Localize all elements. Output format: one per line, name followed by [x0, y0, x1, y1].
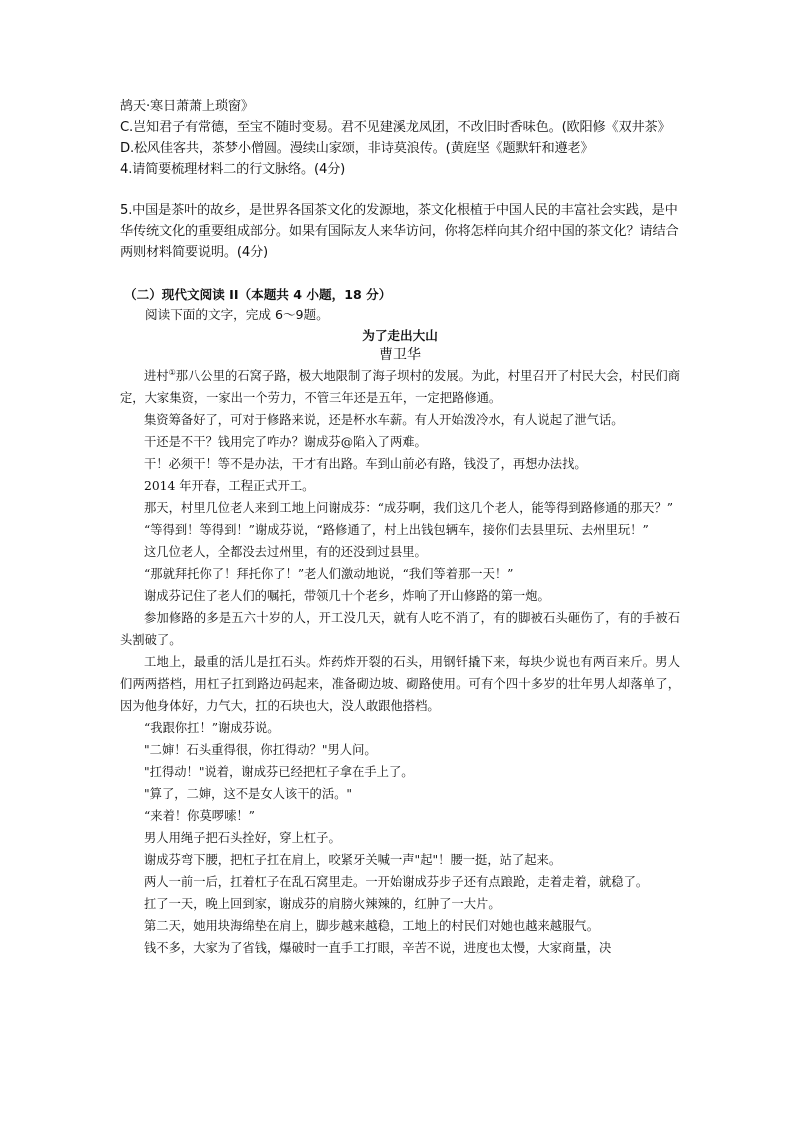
footnote-marker: ① — [168, 367, 176, 377]
article-paragraph: "算了，二婶，这不是女人该干的活。" — [144, 787, 353, 801]
article-title: 为了走出大山 — [362, 328, 438, 343]
article-paragraph: 工地上，最重的活儿是扛石头。炸药炸开裂的石头，用钢钎撬下来，每块少说也有两百来斤。男人们两两搭档，用杠子扛到路边码起来，准备砌边坡、砌路使用。可有个四十多岁的壮年男人却落单了，因为他身体好，力气大，扛的石块也大，没人敢跟他搭档。 — [120, 655, 680, 713]
article-paragraph: "扛得动！"说着，谢成芬已经把杠子拿在手上了。 — [144, 765, 414, 779]
article-body — [120, 365, 680, 959]
article-paragraph: 干还是不干？钱用完了咋办？谢成芬@陷入了两难。 — [144, 435, 427, 449]
article-paragraph: 集资筹备好了，可对于修路来说，还是杯水车薪。有人开始泼冷水，有人说起了泄气话。 — [144, 413, 624, 427]
question-5-block — [120, 200, 680, 263]
option-d: D.松风佳客共，茶梦小僧圆。漫续山家颂，非诗莫浪传。(黄庭坚《题默轩和遵老》 — [120, 141, 594, 156]
article-paragraph: 第二天，她用块海绵垫在肩上，脚步越来越稳，工地上的村民们对她也越来越服气。 — [144, 919, 599, 933]
article-paragraph: 两人一前一后，扛着杠子在乱石窝里走。一开始谢成芬步子还有点踉跄，走着走着，就稳了。 — [144, 875, 649, 889]
article-paragraph: “那就拜托你了！拜托你了！”老人们激动地说，“我们等着那一天！” — [144, 567, 514, 581]
article-paragraph-1 — [120, 365, 680, 409]
section-heading: （二）现代文阅读 II（本题共 4 小题，18 分） — [124, 287, 392, 302]
article-paragraph: 谢成芬弯下腰，把杠子扛在肩上，咬紧牙关喊一声"起"！腰一挺，站了起来。 — [144, 853, 562, 867]
answer-options — [120, 96, 680, 180]
article-paragraph: 参加修路的多是五六十岁的人，开工没几天，就有人吃不消了，有的脚被石头砸伤了，有的手被石头割破了。 — [120, 611, 680, 647]
article-paragraph: "二婶！石头重得很，你扛得动？"男人问。 — [144, 743, 377, 757]
article-paragraph: 男人用绳子把石头拴好，穿上杠子。 — [144, 831, 341, 845]
article-paragraph: 2014 年开春，工程正式开工。 — [144, 479, 315, 493]
question-5: 5.中国是茶叶的故乡，是世界各国茶文化的发源地，茶文化根植于中国人民的丰富社会实践，是中华传统文化的重要组成部分。如果有国际友人来华访问，你将怎样向其介绍中国的茶文化？请结合两则材料简要说明。(4分) — [120, 203, 679, 260]
article-paragraph: 干！必须干！等不是办法，干才有出路。车到山前必有路，钱没了，再想办法找。 — [144, 457, 587, 471]
document-page — [120, 96, 680, 959]
article-paragraph: 这几位老人，全都没去过州里，有的还没到过县里。 — [144, 545, 427, 559]
article-paragraph: 钱不多，大家为了省钱，爆破时一直手工打眼，辛苦不说，进度也太慢，大家商量，决 — [144, 941, 612, 955]
p1-pre: 进村 — [144, 369, 169, 383]
question-4: 4.请简要梳理材料二的行文脉络。(4分) — [120, 162, 346, 177]
article-paragraph: 那天，村里几位老人来到工地上问谢成芬：“成芬啊，我们这几个老人，能等得到路修通的那天？” — [144, 501, 674, 515]
option-b-tail: 鸪天·寒日萧萧上琐窗》 — [120, 99, 254, 114]
article-author: 曹卫华 — [379, 347, 421, 363]
option-c: C.岂知君子有常德，至宝不随时变易。君不见建溪龙凤团，不改旧时香味色。(欧阳修《双井茶》 — [120, 120, 671, 135]
p1-post: 那八公里的石窝子路，极大地限制了海子坝村的发展。为此，村里召开了村民大会，村民们商定，大家集资，一家出一个劳力，不管三年还是五年，一定把路修通。 — [120, 369, 680, 405]
article-paragraph: “我跟你扛！”谢成芬说。 — [144, 721, 280, 735]
article-paragraph: 扛了一天，晚上回到家，谢成芬的肩膀火辣辣的，红肿了一大片。 — [144, 897, 501, 911]
section-instruction: 阅读下面的文字，完成 6～9题。 — [145, 307, 329, 322]
spacer — [120, 180, 680, 200]
article-paragraph: “来着！你莫啰嗦！” — [144, 809, 255, 823]
article-paragraph: 谢成芬记住了老人们的嘱托，带领几十个老乡，炸响了开山修路的第一炮。 — [144, 589, 550, 603]
article-paragraph: “等得到！等得到！”谢成芬说，“路修通了，村上出钱包辆车，接你们去县里玩、去州里玩！” — [144, 523, 649, 537]
